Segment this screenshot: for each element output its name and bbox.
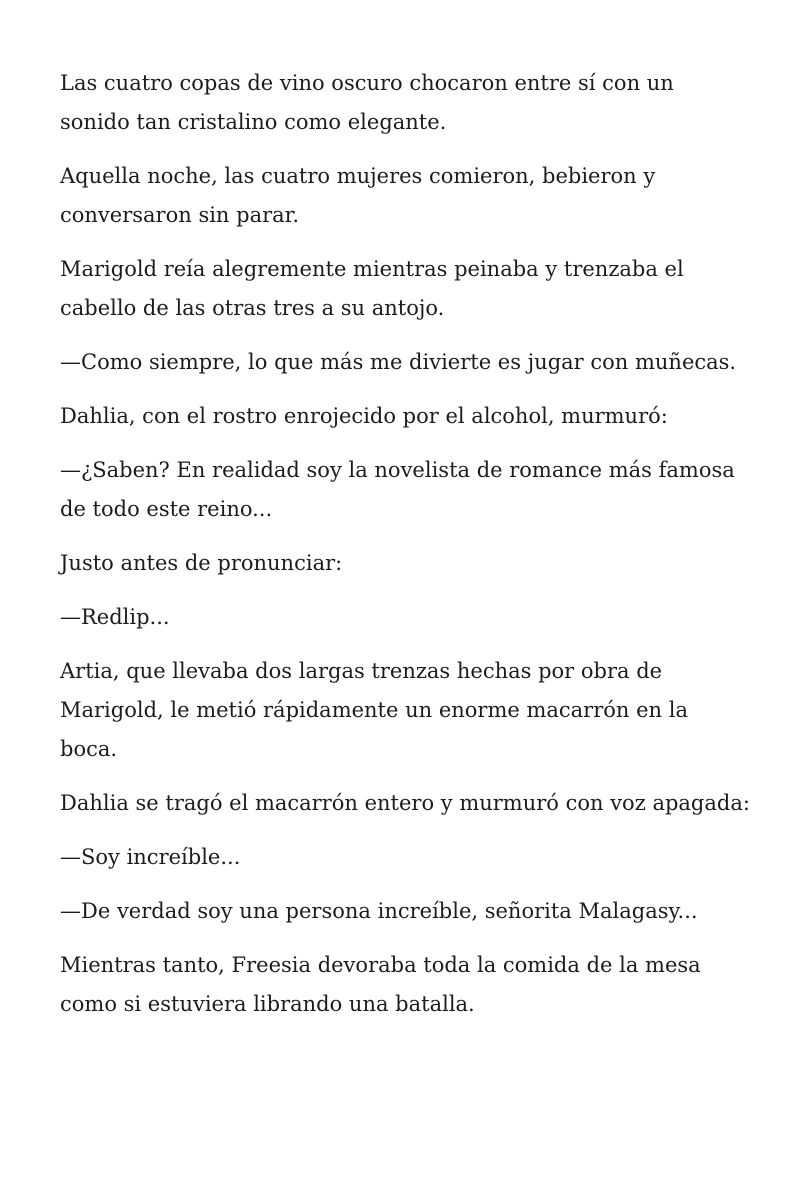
paragraph: —De verdad soy una persona increíble, señorita Malagasy... bbox=[60, 899, 698, 923]
paragraph: Dahlia se tragó el macarrón entero y murmuró con voz apagada: bbox=[60, 791, 750, 815]
document-body bbox=[60, 64, 750, 1039]
paragraph: Las cuatro copas de vino oscuro chocaron entre sí con un sonido tan cristalino como elegante. bbox=[60, 71, 674, 134]
paragraph: —Redlip... bbox=[60, 605, 170, 629]
paragraph: Artia, que llevaba dos largas trenzas hechas por obra de Marigold, le metió rápidamente un enorme macarrón en la boca. bbox=[60, 659, 688, 761]
paragraph: —Soy increíble... bbox=[60, 845, 241, 869]
paragraph: Justo antes de pronunciar: bbox=[60, 551, 343, 575]
paragraph: Mientras tanto, Freesia devoraba toda la comida de la mesa como si estuviera librando una batalla. bbox=[60, 953, 701, 1016]
paragraph: Dahlia, con el rostro enrojecido por el alcohol, murmuró: bbox=[60, 404, 668, 428]
paragraph: —¿Saben? En realidad soy la novelista de romance más famosa de todo este reino... bbox=[60, 458, 735, 521]
paragraph: —Como siempre, lo que más me divierte es jugar con muñecas. bbox=[60, 350, 737, 374]
paragraph: Aquella noche, las cuatro mujeres comieron, bebieron y conversaron sin parar. bbox=[60, 164, 656, 227]
paragraph: Marigold reía alegremente mientras peinaba y trenzaba el cabello de las otras tres a su antojo. bbox=[60, 257, 684, 320]
